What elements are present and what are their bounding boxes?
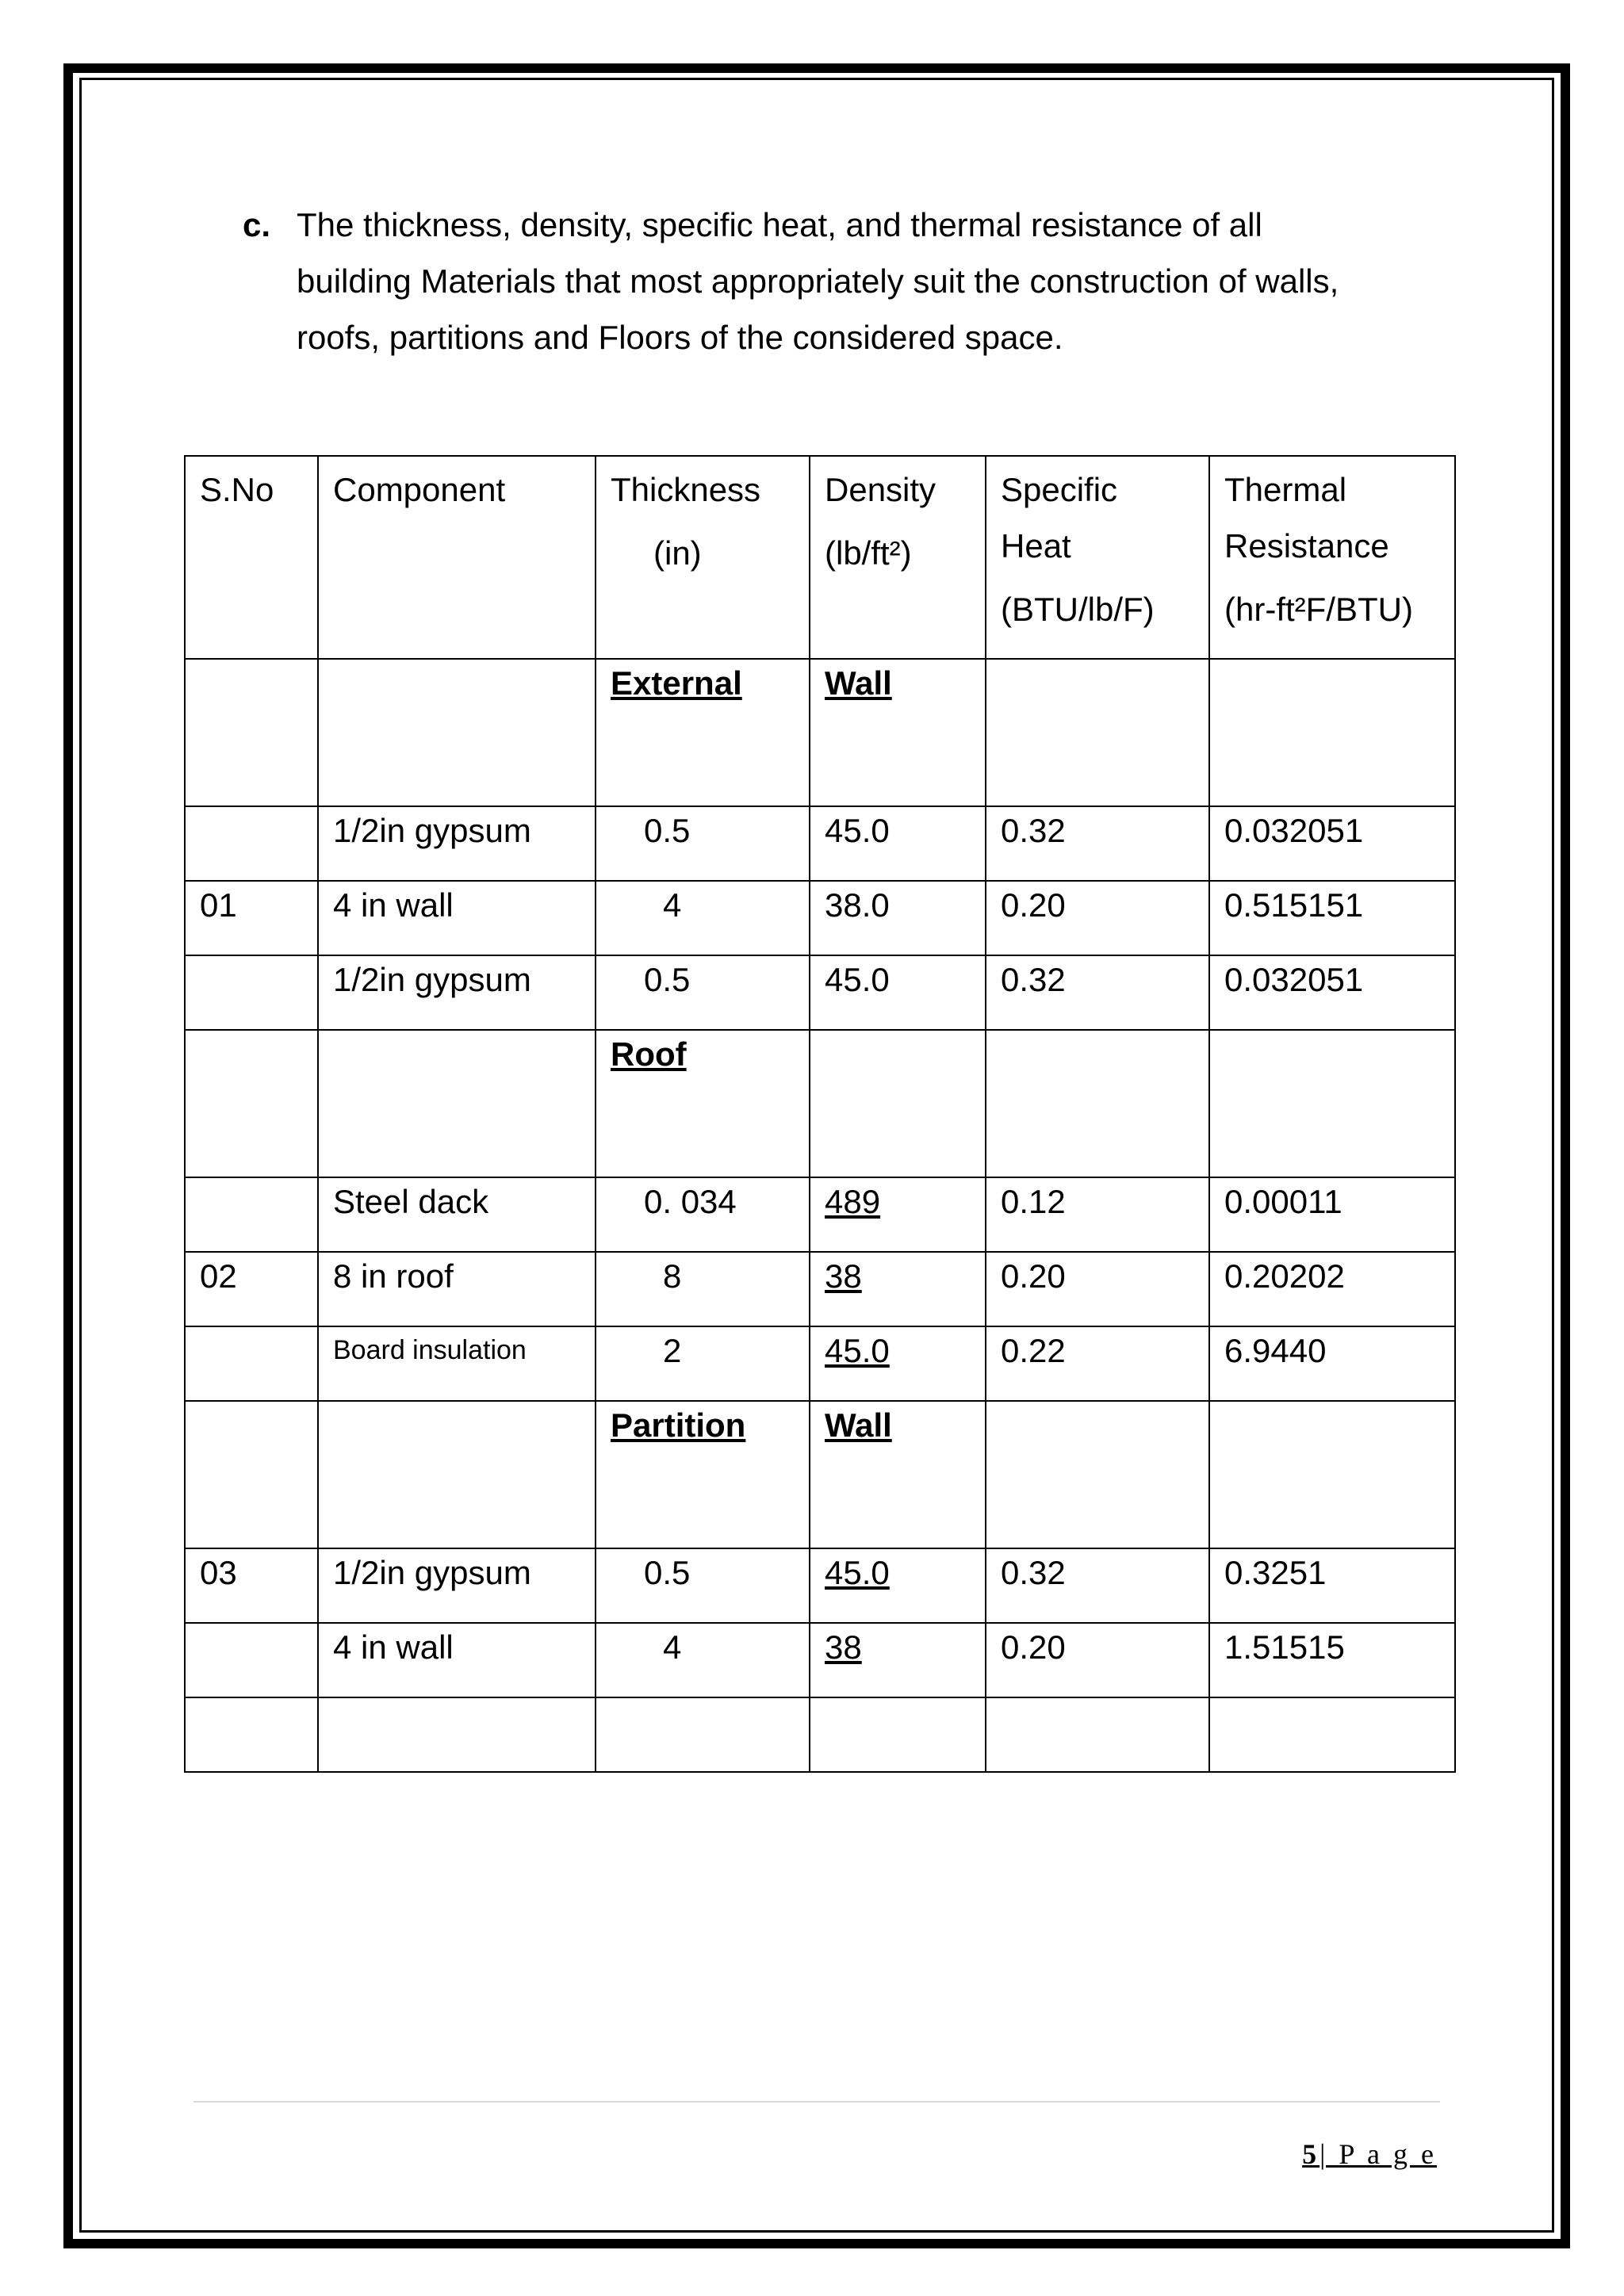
cell-sno <box>185 955 318 1030</box>
cell-density: 38 <box>810 1623 986 1697</box>
cell-density: 45.0 <box>810 1326 986 1401</box>
cell-sno <box>185 1326 318 1401</box>
cell-thermal-resistance: 1.51515 <box>1209 1623 1455 1697</box>
table-row <box>185 806 1455 881</box>
intro-line: building Materials that most appropriately suit the construction of walls, <box>297 262 1339 300</box>
cell-component: 8 in roof <box>318 1252 596 1326</box>
cell-specific-heat: 0.20 <box>986 881 1209 955</box>
cell-density: 489 <box>810 1177 986 1252</box>
cell-thermal-resistance: 0.3251 <box>1209 1548 1455 1623</box>
section-label: External <box>611 664 742 702</box>
table-row <box>185 1623 1455 1697</box>
header-density: Density (lb/ft²) <box>810 456 986 659</box>
section-label: Wall <box>825 1406 892 1444</box>
cell-density: 45.0 <box>810 955 986 1030</box>
cell-specific-heat: 0.32 <box>986 806 1209 881</box>
cell-component: 1/2in gypsum <box>318 1548 596 1623</box>
cell-density: 38.0 <box>810 881 986 955</box>
cell-sno <box>185 806 318 881</box>
cell-thermal-resistance: 0.515151 <box>1209 881 1455 955</box>
section-row-external-wall <box>185 659 1455 806</box>
table-row <box>185 1548 1455 1623</box>
cell-sno: 02 <box>185 1252 318 1326</box>
cell-specific-heat: 0.20 <box>986 1623 1209 1697</box>
page-number: 5| P a g e <box>1302 2138 1437 2170</box>
header-thickness: Thickness (in) <box>596 456 810 659</box>
cell-thickness: 4 <box>596 881 810 955</box>
cell-thermal-resistance: 0.032051 <box>1209 955 1455 1030</box>
intro-paragraph <box>243 197 1448 365</box>
cell-component: 1/2in gypsum <box>318 806 596 881</box>
table-row <box>185 1252 1455 1326</box>
intro-line: The thickness, density, specific heat, and thermal resistance of all <box>297 206 1262 243</box>
section-row-partition-wall <box>185 1401 1455 1548</box>
cell-sno <box>185 1177 318 1252</box>
cell-thickness: 0. 034 <box>596 1177 810 1252</box>
table-row <box>185 955 1455 1030</box>
section-row-roof <box>185 1030 1455 1177</box>
table-header-row <box>185 456 1455 659</box>
section-label: Wall <box>825 664 892 702</box>
section-label: Roof <box>611 1035 687 1073</box>
cell-specific-heat: 0.12 <box>986 1177 1209 1252</box>
cell-thickness: 4 <box>596 1623 810 1697</box>
cell-density: 38 <box>810 1252 986 1326</box>
cell-specific-heat: 0.22 <box>986 1326 1209 1401</box>
cell-sno: 03 <box>185 1548 318 1623</box>
cell-component: 4 in wall <box>318 881 596 955</box>
cell-thickness: 2 <box>596 1326 810 1401</box>
table-row <box>185 1177 1455 1252</box>
cell-component: 1/2in gypsum <box>318 955 596 1030</box>
cell-component: Steel dack <box>318 1177 596 1252</box>
cell-component: Board insulation <box>318 1326 596 1401</box>
cell-thickness: 0.5 <box>596 1548 810 1623</box>
cell-sno <box>185 1623 318 1697</box>
cell-sno: 01 <box>185 881 318 955</box>
cell-thickness: 0.5 <box>596 806 810 881</box>
table-row-empty <box>185 1697 1455 1772</box>
cell-density: 45.0 <box>810 1548 986 1623</box>
list-marker: c. <box>243 206 271 243</box>
cell-specific-heat: 0.32 <box>986 1548 1209 1623</box>
cell-thickness: 8 <box>596 1252 810 1326</box>
cell-thermal-resistance: 0.20202 <box>1209 1252 1455 1326</box>
header-thermal-resistance: Thermal Resistance (hr-ft²F/BTU) <box>1209 456 1455 659</box>
cell-thickness: 0.5 <box>596 955 810 1030</box>
footer-divider <box>193 2101 1440 2103</box>
cell-component: 4 in wall <box>318 1623 596 1697</box>
header-component: Component <box>318 456 596 659</box>
cell-density: 45.0 <box>810 806 986 881</box>
cell-specific-heat: 0.32 <box>986 955 1209 1030</box>
header-sno: S.No <box>185 456 318 659</box>
cell-thermal-resistance: 6.9440 <box>1209 1326 1455 1401</box>
table-row <box>185 881 1455 955</box>
intro-text <box>297 197 1448 365</box>
intro-line: roofs, partitions and Floors of the considered space. <box>297 319 1063 356</box>
table-row <box>185 1326 1455 1401</box>
section-label: Partition <box>611 1406 746 1444</box>
header-specific-heat: Specific Heat (BTU/lb/F) <box>986 456 1209 659</box>
materials-table <box>184 455 1456 1773</box>
cell-thermal-resistance: 0.032051 <box>1209 806 1455 881</box>
cell-thermal-resistance: 0.00011 <box>1209 1177 1455 1252</box>
cell-specific-heat: 0.20 <box>986 1252 1209 1326</box>
